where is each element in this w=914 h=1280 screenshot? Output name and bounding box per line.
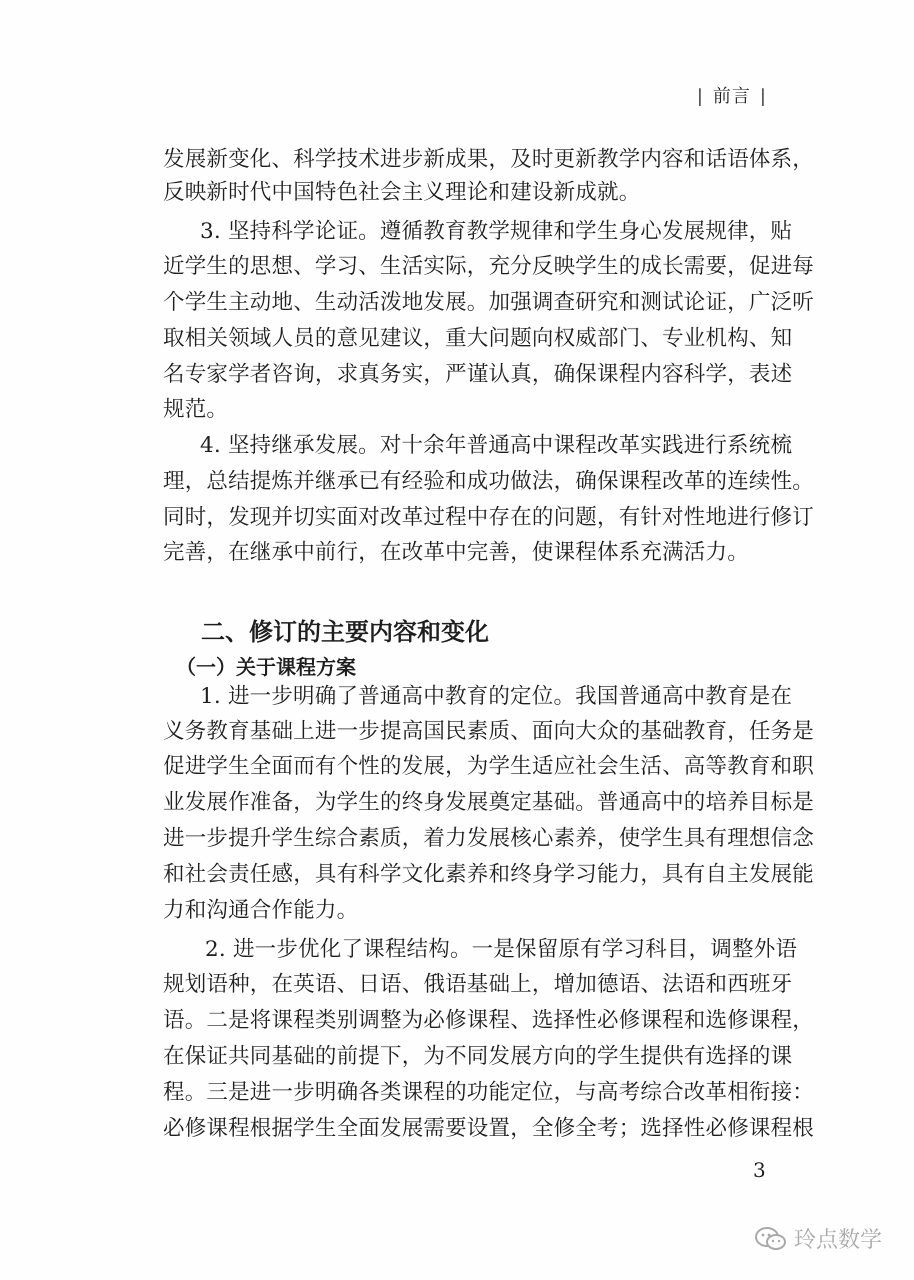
principle-3-line-6: 规范。 xyxy=(163,397,229,422)
item-2-line-3: 语。二是将课程类别调整为必修课程、选择性必修课程和选修课程， xyxy=(163,1008,815,1033)
item-2-line-2: 规划语种，在英语、日语、俄语基础上，增加德语、法语和西班牙 xyxy=(163,972,793,997)
item-1-line-5: 进一步提升学生综合素质，着力发展核心素养，使学生具有理想信念 xyxy=(163,826,815,851)
section-heading: 二、修订的主要内容和变化 xyxy=(201,618,489,646)
principle-4-line-1: 4. 坚持继承发展。对十余年普通高中课程改革实践进行系统梳 xyxy=(200,433,793,458)
header-bar-right: | xyxy=(759,86,767,107)
principle-3-line-4: 取相关领域人员的意见建议，重大问题向权威部门、专业机构、知 xyxy=(163,326,793,351)
principle-4-line-4: 完善，在继承中前行，在改革中完善，使课程体系充满活力。 xyxy=(163,540,749,565)
principle-3-line-1: 3. 坚持科学论证。遵循教育教学规律和学生身心发展规律，贴 xyxy=(200,219,793,244)
item-2-line-4: 在保证共同基础的前提下，为不同发展方向的学生提供有选择的课 xyxy=(163,1044,793,1069)
item-2-line-5: 程。三是进一步明确各类课程的功能定位，与高考综合改革相衔接： xyxy=(163,1080,815,1105)
item-1-line-7: 力和沟通合作能力。 xyxy=(163,898,359,923)
item-1-line-6: 和社会责任感，具有科学文化素养和终身学习能力，具有自主发展能 xyxy=(163,862,815,887)
watermark-text: 玲点数学 xyxy=(793,1228,882,1253)
item-1-line-2: 义务教育基础上进一步提高国民素质、面向大众的基础教育，任务是 xyxy=(163,719,815,744)
item-1-line-4: 业发展作准备，为学生的终身发展奠定基础。普通高中的培养目标是 xyxy=(163,790,815,815)
page-number: 3 xyxy=(753,1158,766,1182)
continuation-line-2: 反映新时代中国特色社会主义理论和建设新成就。 xyxy=(163,180,641,205)
continuation-line-1: 发展新变化、科学技术进步新成果，及时更新教学内容和话语体系， xyxy=(163,147,815,172)
principle-4-line-3: 同时，发现并切实面对改革过程中存在的问题，有针对性地进行修订 xyxy=(163,505,815,530)
item-1-line-1: 1. 进一步明确了普通高中教育的定位。我国普通高中教育是在 xyxy=(200,684,793,709)
item-2-line-6: 必修课程根据学生全面发展需要设置，全修全考；选择性必修课程根 xyxy=(163,1116,815,1141)
principle-3-line-5: 名专家学者咨询，求真务实，严谨认真，确保课程内容科学，表述 xyxy=(163,362,793,387)
item-1-line-3: 促进学生全面而有个性的发展，为学生适应社会生活、高等教育和职 xyxy=(163,754,815,779)
principle-4-line-2: 理，总结提炼并继承已有经验和成功做法，确保课程改革的连续性。 xyxy=(163,469,815,494)
principle-3-line-3: 个学生主动地、生动活泼地发展。加强调查研究和测试论证，广泛听 xyxy=(163,290,815,315)
item-2-line-1: 2. 进一步优化了课程结构。一是保留原有学习科目，调整外语 xyxy=(205,937,798,962)
header-bar-left: | xyxy=(696,86,704,107)
principle-3-line-2: 近学生的思想、学习、生活实际，充分反映学生的成长需要，促进每 xyxy=(163,254,815,279)
header-section-title: 前言 xyxy=(712,86,751,107)
subsection-heading: （一）关于课程方案 xyxy=(176,655,356,679)
watermark xyxy=(754,1223,882,1254)
running-header xyxy=(688,82,776,108)
wechat-icon xyxy=(754,1225,788,1253)
